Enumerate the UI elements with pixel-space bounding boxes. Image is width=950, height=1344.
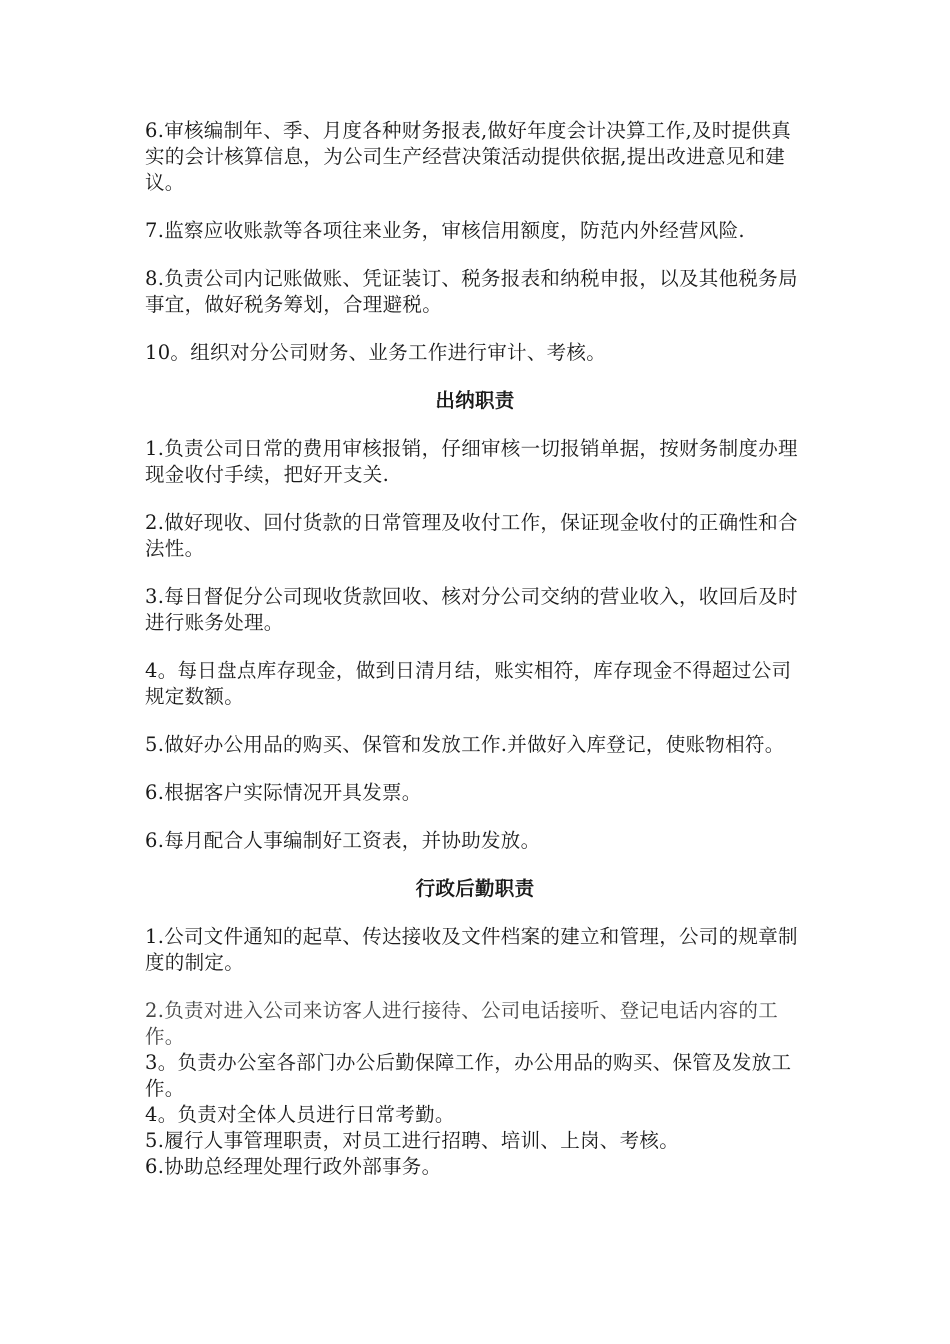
cashier-item-2: 2.做好现收、回付货款的日常管理及收付工作，保证现金收付的正确性和合法性。 xyxy=(145,511,798,560)
admin-item-3: 3。负责办公室各部门办公后勤保障工作，办公用品的购买、保管及发放工作。 xyxy=(145,1051,792,1100)
finance-item-8: 8.负责公司内记账做账、凭证装订、税务报表和纳税申报，以及其他税务局事宜，做好税务筹划，合理避税。 xyxy=(145,267,798,316)
cashier-section-title: 出纳职责 xyxy=(435,389,515,412)
cashier-item-4: 4。每日盘点库存现金，做到日清月结，账实相符，库存现金不得超过公司规定数额。 xyxy=(145,659,792,708)
document-page xyxy=(145,118,805,1180)
finance-item-10: 10。组织对分公司财务、业务工作进行审计、考核。 xyxy=(145,341,607,364)
cashier-item-1: 1.负责公司日常的费用审核报销，仔细审核一切报销单据，按财务制度办理现金收付手续，把好开支关. xyxy=(145,437,798,486)
admin-item-5: 5.履行人事管理职责，对员工进行招聘、培训、上岗、考核。 xyxy=(145,1129,680,1152)
cashier-item-6a: 6.根据客户实际情况开具发票。 xyxy=(145,781,422,804)
admin-item-1: 1.公司文件通知的起草、传达接收及文件档案的建立和管理，公司的规章制度的制定。 xyxy=(145,925,798,974)
admin-item-4: 4。负责对全体人员进行日常考勤。 xyxy=(145,1103,455,1126)
cashier-item-5: 5.做好办公用品的购买、保管和发放工作.并做好入库登记，使账物相符。 xyxy=(145,733,785,756)
finance-item-7: 7.监察应收账款等各项往来业务，审核信用额度，防范内外经营风险. xyxy=(145,219,745,242)
cashier-duties-section xyxy=(145,388,805,854)
finance-duties-section xyxy=(145,118,805,366)
cashier-item-6b: 6.每月配合人事编制好工资表，并协助发放。 xyxy=(145,829,541,852)
finance-item-6: 6.审核编制年、季、月度各种财务报表,做好年度会计决算工作,及时提供真实的会计核算信息，为公司生产经营决策活动提供依据,提出改进意见和建议。 xyxy=(145,119,792,194)
admin-item-6: 6.协助总经理处理行政外部事务。 xyxy=(145,1155,442,1178)
admin-duties-section xyxy=(145,876,805,1180)
admin-item-2: 2.负责对进入公司来访客人进行接待、公司电话接听、登记电话内容的工作。 xyxy=(145,999,779,1048)
cashier-item-3: 3.每日督促分公司现收货款回收、核对分公司交纳的营业收入，收回后及时进行账务处理。 xyxy=(145,585,798,634)
admin-section-title: 行政后勤职责 xyxy=(415,877,535,900)
